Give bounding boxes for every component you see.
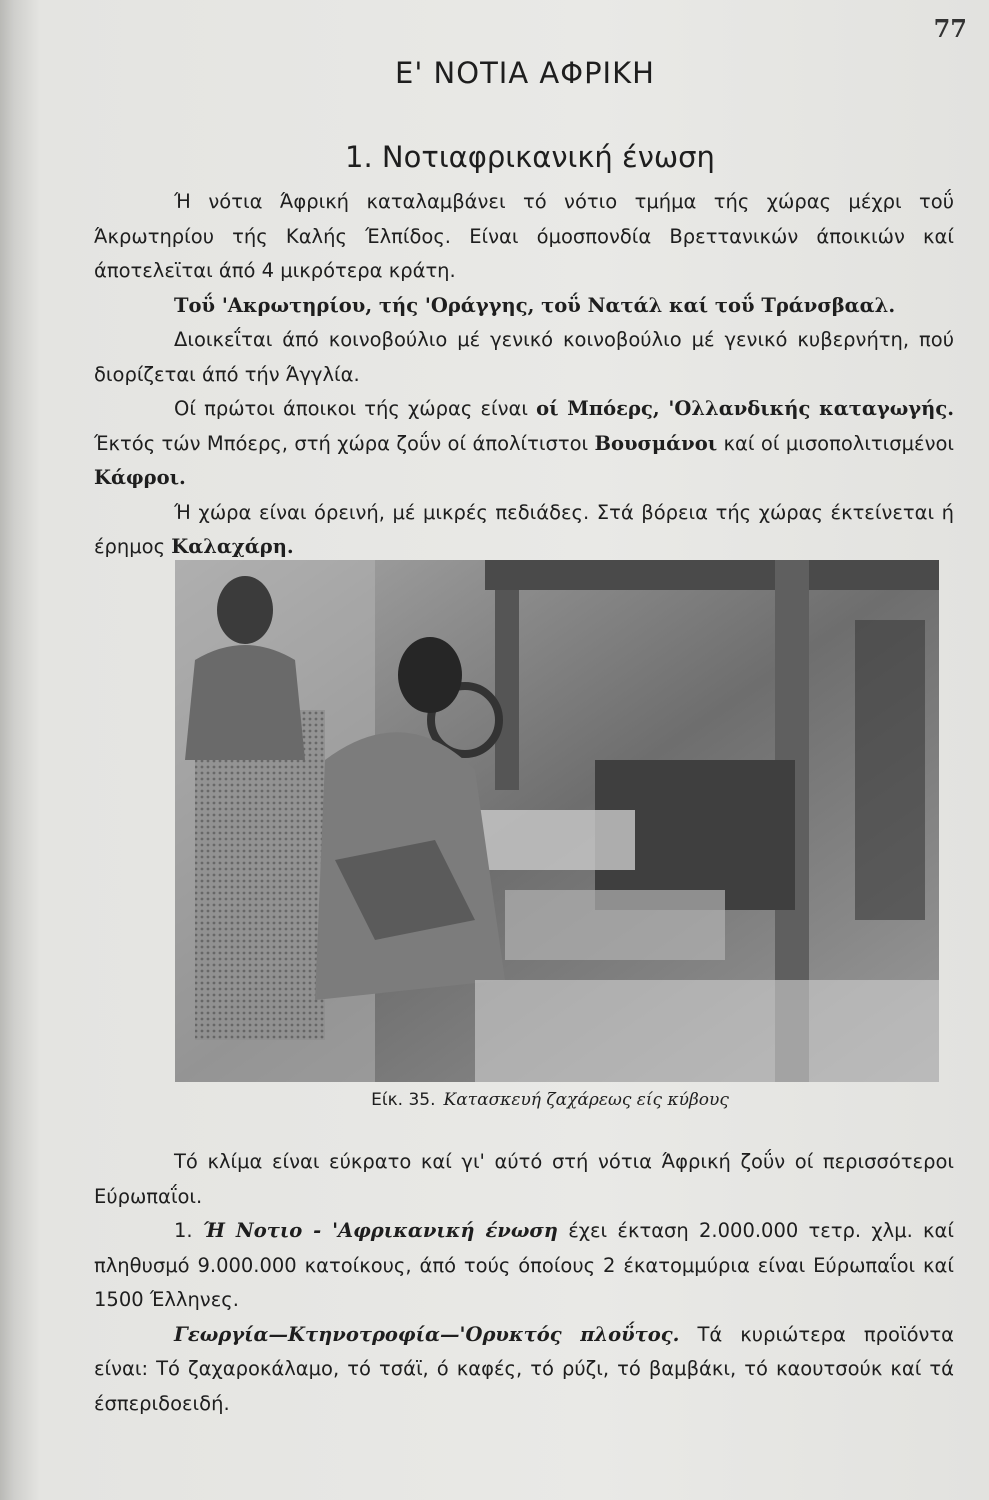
area-union: Ή Νοτιο - 'Αφρικανική ένωση bbox=[202, 1219, 558, 1242]
products-text: Τά κυριώτερα προϊόντα είναι: Τό ζαχαροκάλαμο, τό τσάϊ, ό καφές, τό ρύζι, τό βαμβάκι, τό καουτσούκ καί τά έσπεριδοειδή. bbox=[94, 1322, 954, 1415]
area-text: έχει έκταση 2.000.000 τετρ. χλμ. καί πληθυσμό 9.000.000 κατοίκους, άπό τούς όποίους 2 έκατομμύρια είναι Εύρωπαΐοι καί 1500 Έλληνες. bbox=[94, 1219, 954, 1311]
settlers-bushmen: Βουσμάνοι bbox=[594, 431, 718, 455]
paragraph-states: Τοΰ 'Ακρωτηρίου, τής 'Οράγγης, τοΰ Νατάλ καί τοΰ Τράνσβααλ. bbox=[174, 293, 896, 317]
settlers-boers: οί Μπόερς, 'Ολλανδικής καταγωγής. bbox=[536, 397, 954, 420]
terrain-kalahari: Καλαχάρη. bbox=[171, 535, 294, 558]
paragraph-government: Διοικεΐται άπό κοινοβούλιο μέ γενικό κοινοβούλιο μέ γενικό κυβερνήτη, πού διορίζεται άπό τήν Άγγλία. bbox=[94, 328, 954, 386]
paragraph-products bbox=[94, 1318, 954, 1422]
section-title: 1. Νοτιαφρικανική ένωση bbox=[345, 140, 715, 174]
figure-caption bbox=[0, 1090, 989, 1110]
paragraph-climate: Τό κλίμα είναι εύκρατο καί γι' αύτό στή νότια Άφρική ζοΰν οί περισσότεροι Εύρωπαΐοι. bbox=[94, 1150, 954, 1208]
terrain-text: Ή χώρα είναι όρεινή, μέ μικρές πεδιάδες. Στά βόρεια τής χώρας έκτείνεται ή έρημος bbox=[94, 500, 954, 558]
settlers-text-a: Οί πρώτοι άποικοι τής χώρας είναι bbox=[174, 397, 537, 420]
photo-image bbox=[175, 560, 939, 1082]
body-text-top bbox=[94, 185, 954, 565]
paragraph-settlers bbox=[94, 392, 954, 496]
page-number: 77 bbox=[933, 14, 967, 43]
settlers-text-c: Έκτός τών Μπόερς, στή χώρα ζοΰν οί άπολίτιστοι bbox=[94, 431, 595, 455]
area-number: 1. bbox=[174, 1219, 203, 1242]
settlers-text-e: καί οί μισοπολιτισμένοι bbox=[717, 431, 954, 455]
settlers-kaffirs: Κάφροι. bbox=[94, 466, 186, 489]
figure-label: Είκ. 35. bbox=[371, 1090, 436, 1110]
photo-sugar-cube-manufacture bbox=[175, 560, 939, 1082]
chapter-title: Ε' ΝΟΤΙΑ ΑΦΡΙΚΗ bbox=[395, 56, 655, 90]
paragraph-area bbox=[94, 1214, 954, 1318]
paragraph-terrain bbox=[94, 496, 954, 565]
paragraph-intro: Ή νότια Άφρική καταλαμβάνει τό νότιο τμήμα τής χώρας μέχρι τοΰ Άκρωτηρίου τής Καλής Έλπίδος. Είναι όμοσπονδία Βρεττανικών άποικιών καί άποτελεϊται άπό 4 μικρότερα κράτη. bbox=[94, 190, 954, 282]
body-text-bottom bbox=[94, 1145, 954, 1421]
figure-caption-text: Κατασκευή ζαχάρεως είς κύβους bbox=[443, 1090, 729, 1110]
products-heading: Γεωργία—Κτηνοτροφία—'Ορυκτός πλοΰτος. bbox=[174, 1322, 680, 1346]
